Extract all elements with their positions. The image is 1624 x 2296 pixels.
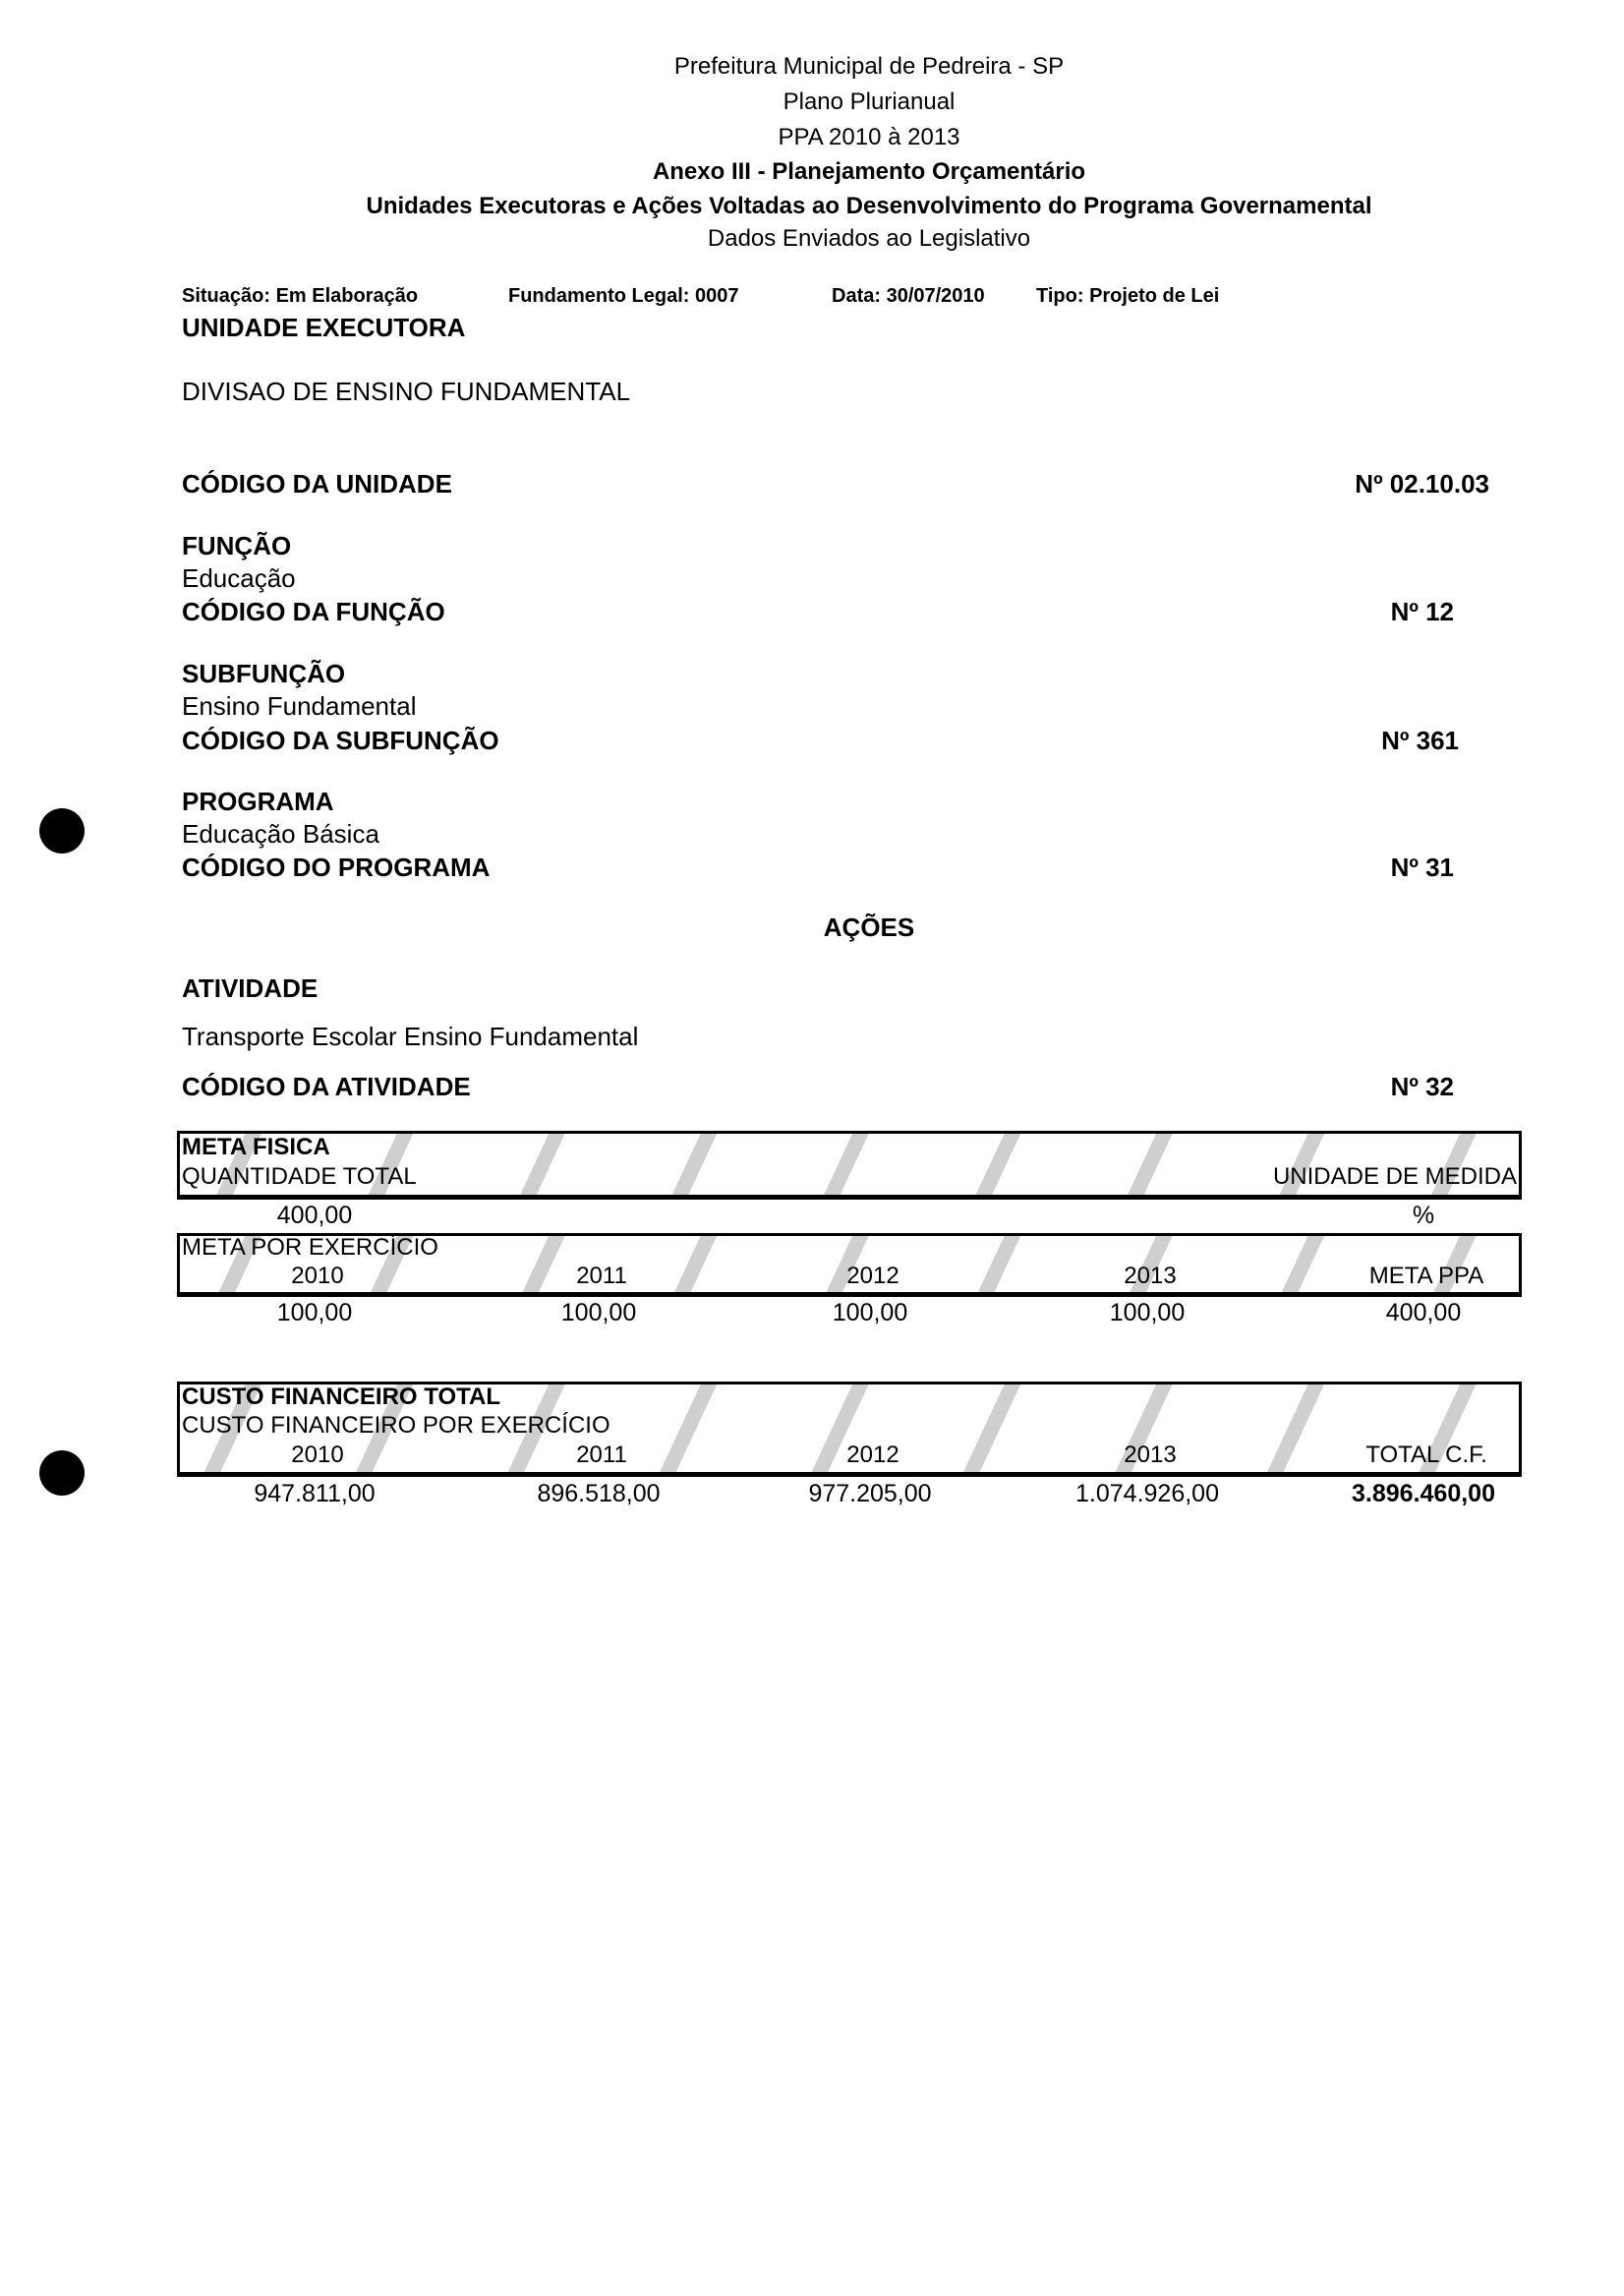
col-2013: 2013	[1124, 1263, 1177, 1289]
custo-col-total: TOTAL C.F.	[1365, 1442, 1487, 1468]
fundamento-legal: Fundamento Legal: 0007	[508, 285, 739, 307]
col-2011: 2011	[576, 1263, 627, 1289]
col-meta-ppa: META PPA	[1368, 1263, 1484, 1289]
custo-2013: 1.074.926,00	[1075, 1480, 1219, 1507]
header-line-4: Anexo III - Planejamento Orçamentário	[652, 158, 1086, 185]
meta-2011: 100,00	[560, 1299, 637, 1326]
meta-fisica-header	[177, 1131, 1522, 1200]
custo-col-2011: 2011	[576, 1442, 627, 1468]
acoes-title: AÇÕES	[823, 913, 915, 942]
unidade-name: DIVISAO DE ENSINO FUNDAMENTAL	[182, 377, 631, 406]
col-2012: 2012	[846, 1263, 899, 1289]
codigo-unidade-label: CÓDIGO DA UNIDADE	[182, 469, 452, 499]
codigo-programa-label: CÓDIGO DO PROGRAMA	[182, 853, 491, 882]
custo-col-2010: 2010	[291, 1442, 344, 1468]
custo-total-title: CUSTO FINANCEIRO TOTAL	[182, 1383, 500, 1410]
custo-2011: 896.518,00	[537, 1480, 661, 1507]
meta-ppa: 400,00	[1385, 1299, 1462, 1326]
funcao-title: FUNÇÃO	[182, 531, 292, 560]
quantidade-total-label: QUANTIDADE TOTAL	[182, 1163, 417, 1190]
col-2010: 2010	[291, 1263, 344, 1289]
header-line-1: Prefeitura Municipal de Pedreira - SP	[673, 53, 1065, 80]
header-line-2: Plano Plurianual	[783, 88, 956, 115]
codigo-atividade-label: CÓDIGO DA ATIVIDADE	[182, 1072, 471, 1101]
meta-exercicio-title: META POR EXERCÍCIO	[182, 1234, 438, 1261]
atividade-title: ATIVIDADE	[182, 973, 319, 1003]
unidade-medida-label: UNIDADE DE MEDIDA	[1272, 1163, 1517, 1190]
punch-hole	[39, 808, 85, 854]
subfuncao-title: SUBFUNÇÃO	[182, 659, 346, 688]
custo-exercicio-title: CUSTO FINANCEIRO POR EXERCÍCIO	[182, 1412, 610, 1439]
programa-name: Educação Básica	[182, 819, 379, 849]
codigo-subfuncao: Nº 361	[1381, 726, 1459, 755]
custo-header	[177, 1382, 1522, 1477]
codigo-funcao: Nº 12	[1390, 597, 1454, 626]
atividade-name: Transporte Escolar Ensino Fundamental	[182, 1022, 639, 1051]
codigo-funcao-label: CÓDIGO DA FUNÇÃO	[182, 597, 445, 626]
subfuncao-name: Ensino Fundamental	[182, 691, 417, 721]
funcao-name: Educação	[182, 563, 296, 593]
custo-2010: 947.811,00	[254, 1480, 376, 1507]
situacao: Situação: Em Elaboração	[182, 285, 419, 307]
meta-exercicio-header	[177, 1233, 1522, 1297]
codigo-programa: Nº 31	[1390, 853, 1454, 882]
tipo: Tipo: Projeto de Lei	[1036, 285, 1220, 307]
header-line-3: PPA 2010 à 2013	[778, 124, 960, 150]
programa-title: PROGRAMA	[182, 787, 334, 816]
custo-2012: 977.205,00	[808, 1480, 932, 1507]
meta-fisica-title: META FISICA	[182, 1134, 330, 1160]
quantidade-total: 400,00	[276, 1202, 353, 1229]
meta-2013: 100,00	[1109, 1299, 1186, 1326]
meta-2010: 100,00	[276, 1299, 353, 1326]
punch-hole	[39, 1450, 85, 1496]
codigo-unidade: Nº 02.10.03	[1355, 469, 1489, 499]
unidade-medida: %	[1412, 1202, 1435, 1229]
custo-total: 3.896.460,00	[1352, 1480, 1495, 1507]
data: Data: 30/07/2010	[832, 285, 985, 307]
unidade-executora-title: UNIDADE EXECUTORA	[182, 313, 466, 342]
codigo-atividade: Nº 32	[1390, 1072, 1454, 1101]
header-line-6: Dados Enviados ao Legislativo	[707, 225, 1031, 252]
custo-col-2012: 2012	[846, 1442, 899, 1468]
header-line-5: Unidades Executoras e Ações Voltadas ao Desenvolvimento do Programa Governamental	[366, 193, 1372, 219]
codigo-subfuncao-label: CÓDIGO DA SUBFUNÇÃO	[182, 726, 499, 755]
meta-2012: 100,00	[832, 1299, 908, 1326]
custo-col-2013: 2013	[1124, 1442, 1177, 1468]
